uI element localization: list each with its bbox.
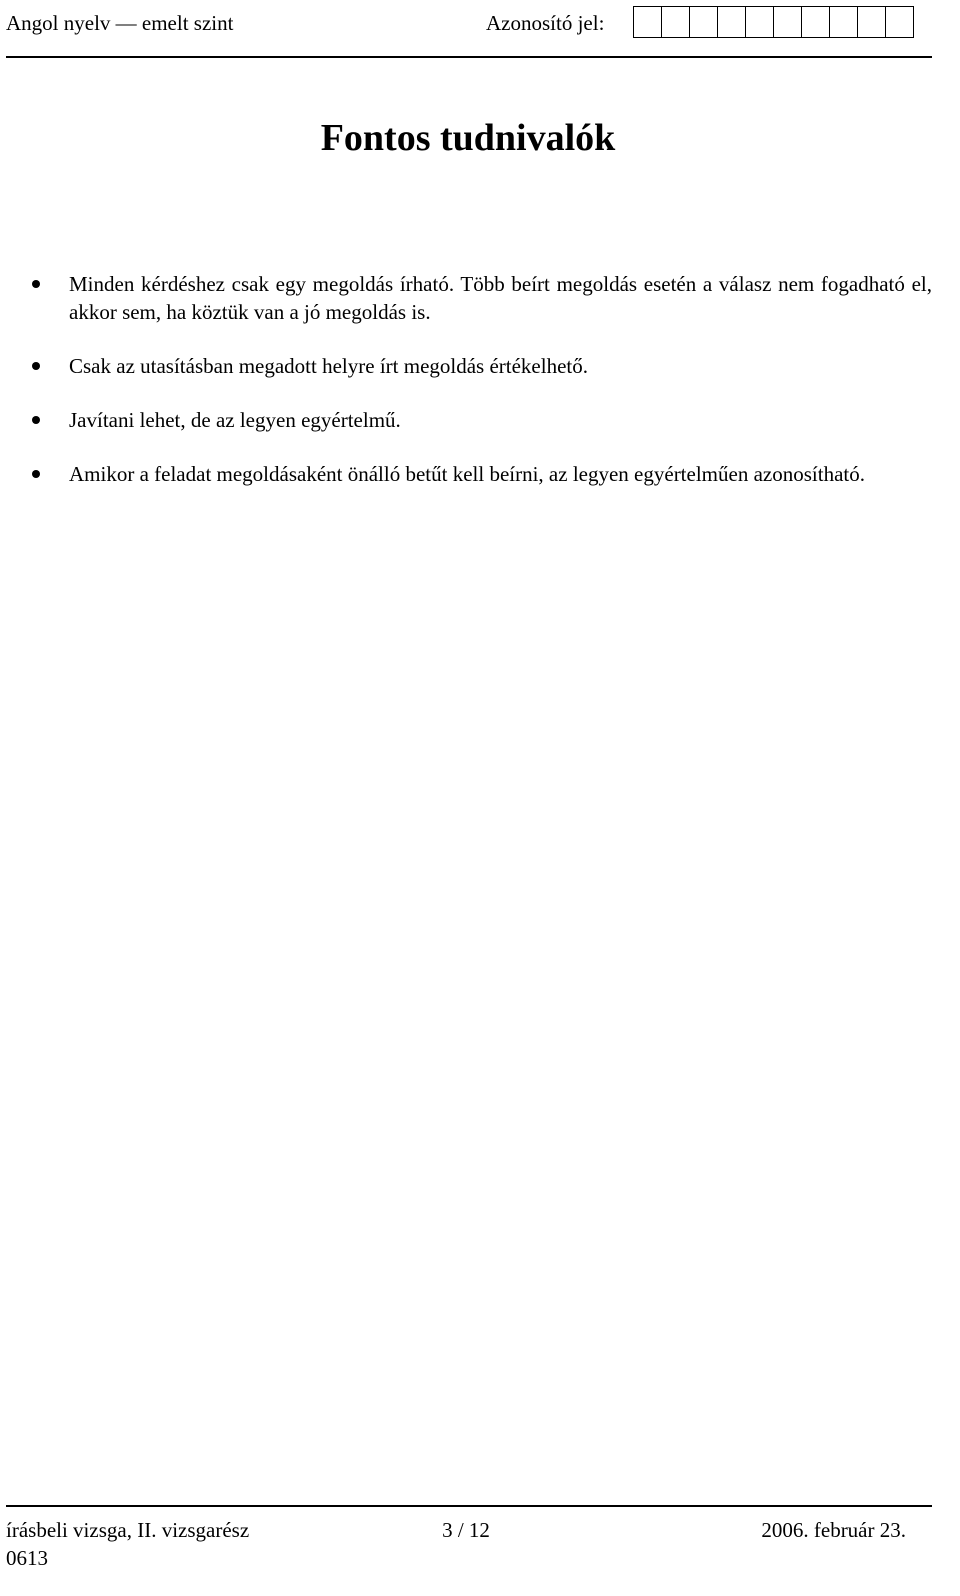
rule-text: Amikor a feladat megoldásaként önálló betűt kell beírni, az legyen egyértelműen azonosítható. — [69, 462, 865, 486]
page-title: Fontos tudnivalók — [320, 117, 616, 159]
bullet-icon — [32, 470, 40, 478]
id-digit-box — [633, 6, 662, 38]
rule-text: Javítani lehet, de az legyen egyértelmű. — [69, 408, 401, 432]
rules-list — [26, 270, 932, 514]
rule-item — [26, 406, 932, 434]
rule-item — [26, 352, 932, 380]
id-digit-box — [689, 6, 718, 38]
id-digit-box — [885, 6, 914, 38]
id-digit-box — [661, 6, 690, 38]
id-digit-box — [773, 6, 802, 38]
id-digit-box — [745, 6, 774, 38]
rule-item — [26, 460, 932, 488]
id-digit-box — [857, 6, 886, 38]
page-number: 3 / 12 — [442, 1518, 490, 1542]
page-header — [6, 6, 936, 40]
exam-code: 0613 — [6, 1546, 48, 1570]
id-label: Azonosító jel: — [486, 11, 605, 35]
rule-item — [26, 270, 932, 326]
id-digit-box — [717, 6, 746, 38]
bullet-icon — [32, 416, 40, 424]
rule-text: Csak az utasításban megadott helyre írt megoldás értékelhető. — [69, 354, 588, 378]
rule-text: Minden kérdéshez csak egy megoldás írható. Több beírt megoldás esetén a válasz nem fogadható el, akkor sem, ha köztük van a jó megoldás is. — [69, 272, 932, 324]
id-boxes — [634, 6, 914, 38]
bullet-icon — [32, 362, 40, 370]
exam-subject: Angol nyelv — emelt szint — [6, 11, 234, 35]
exam-part: írásbeli vizsga, II. vizsgarész — [6, 1518, 250, 1542]
id-digit-box — [801, 6, 830, 38]
exam-date: 2006. február 23. — [761, 1518, 906, 1542]
id-digit-box — [829, 6, 858, 38]
bullet-icon — [32, 280, 40, 288]
header-divider — [6, 56, 932, 58]
footer-divider — [6, 1505, 932, 1507]
